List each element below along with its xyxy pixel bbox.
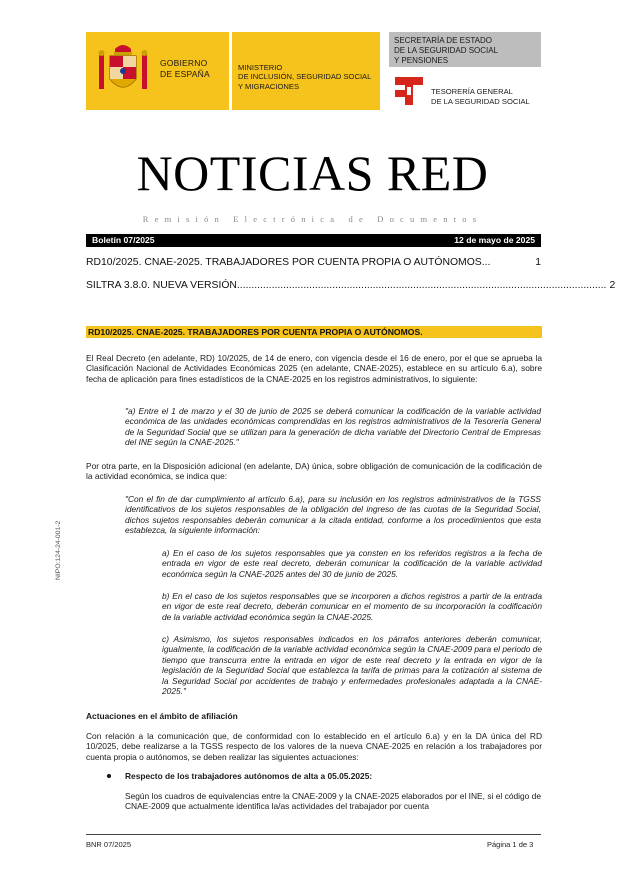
secretary-line-3: Y PENSIONES xyxy=(394,56,449,65)
bulletin-bar xyxy=(86,234,541,247)
tgss-line-1: TESORERÍA GENERAL xyxy=(431,87,513,96)
gobierno-line-1: GOBIERNO xyxy=(160,58,208,68)
paragraph-equivalencias: Según los cuadros de equivalencias entre la CNAE-2009 y la CNAE-2025 elaborados por el INE, si el código de CNAE-2009 que actualmente identifica la/as actividades del trabajador por cuenta xyxy=(125,791,541,812)
toc-entry-page: 2 xyxy=(609,280,616,291)
secretary-line-2: DE LA SEGURIDAD SOCIAL xyxy=(394,46,499,55)
ministry-line-1: MINISTERIO xyxy=(238,63,283,72)
ministry-line-2: DE INCLUSIÓN, SEGURIDAD SOCIAL xyxy=(238,72,372,82)
bulletin-date: 12 de mayo de 2025 xyxy=(454,235,535,245)
quote-item-a: a) En el caso de los sujetos responsables que ya consten en los referidos registros a la fecha de entrada en vigor de este real decreto, deberán comunicar la codificación de la variable actividad económica según la CNAE-2025 antes del 30 de junio de 2025. xyxy=(162,548,542,579)
toc-entry-title: RD10/2025. CNAE-2025. TRABAJADORES POR CUENTA PROPIA O AUTÓNOMOS. xyxy=(86,257,485,268)
coat-of-arms-icon xyxy=(96,41,150,99)
quote-item-c: c) Asimismo, los sujetos responsables indicados en los párrafos anteriores deberán comunicar, igualmente, la codificación de la variable actividad económica según la CNAE-2009 para el periodo de tiempo que transcurra entre la entrada en vigor de este real decreto y la entrada en vigor de la legislación de la Seguridad Social que establezca la tarifa de primas para la cotización al sistema de la Seguridad Social por accidentes de trabajo y enfermedades profesionales adaptada a la CNAE-2025." xyxy=(162,634,542,697)
secretary-text xyxy=(394,36,498,66)
quote-item-b: b) En el caso de los sujetos responsables que se incorporen a dichos registros a partir de la entrada en vigor de este real decreto, deberán comunicar en el momento de su incorporación la codificación de la variable actividad económica según la CNAE-2025. xyxy=(162,591,542,622)
section-heading-bar xyxy=(86,326,542,338)
section-heading: RD10/2025. CNAE-2025. TRABAJADORES POR CUENTA PROPIA O AUTÓNOMOS. xyxy=(88,327,423,337)
toc-entry-dots: ................................................................................................................................ xyxy=(236,280,607,291)
masthead-subtitle: Remisión Electrónica de Documentos xyxy=(142,214,483,224)
quote-article-6a: "a) Entre el 1 de marzo y el 30 de junio de 2025 se deberá comunicar la codificación de la variable actividad económica de las unidades económicas comprendidas en los registros administrativos de la Tesorería General de la Seguridad Social que se utilizan para la generación de dicha variable del Directorio Central de Empresas del INE según la CNAE-2025." xyxy=(125,406,541,448)
gobierno-line-2: DE ESPAÑA xyxy=(160,69,210,79)
secretary-line-1: SECRETARÍA DE ESTADO xyxy=(394,36,492,45)
footer-reference: BNR 07/2025 xyxy=(86,840,132,849)
toc-entry-page: 1 xyxy=(535,257,541,268)
page-title: NOTICIAS RED xyxy=(136,145,489,201)
ministry-line-3: Y MIGRACIONES xyxy=(238,81,300,91)
quote-da-unica: "Con el fin de dar cumplimiento al artículo 6.a), para su inclusión en los registros administrativos de la TGSS identificativos de los sujetos responsables de la obligación del ingreso de las cuotas de la Seguridad Social, dichos sujetos responsables deberán comunicar a la citada entidad, conforme a los procedimientos que esta establezca, la siguiente información: xyxy=(125,494,541,536)
paragraph-da: Por otra parte, en la Disposición adicional (en adelante, DA) única, sobre obligación de comunicación de la codificación de la actividad económica, se indica que: xyxy=(86,461,542,482)
paragraph-intro: El Real Decreto (en adelante, RD) 10/2025, de 14 de enero, con vigencia desde el 16 de enero, por el que se aprueba la Clasificación Nacional de Actividades Económicas 2025 (en adelante, CNAE-2025), establece en su artículo 6.a), sobre fecha de aplicación para fines estadísticos de la CNAE-2025 en los registros administrativos, lo siguiente: xyxy=(86,353,542,384)
toc-entry-title: SILTRA 3.8.0. NUEVA VERSIÓN xyxy=(86,280,237,291)
ministry-text xyxy=(238,63,371,91)
bullet-dot-icon xyxy=(107,774,111,778)
gobierno-text xyxy=(160,58,210,80)
tgss-text xyxy=(431,87,530,106)
toc-entry-2[interactable] xyxy=(86,279,616,293)
bullet-autonomos: Respecto de los trabajadores autónomos de alta a 05.05.2025: xyxy=(125,771,373,781)
footer-divider xyxy=(86,834,541,835)
nipo-code: NIPO:124-24-001-2 xyxy=(55,520,62,580)
toc-entry-dots: .. xyxy=(484,257,491,268)
paragraph-actuaciones: Con relación a la comunicación que, de conformidad con lo establecido en el artículo 6.a) y en la DA única del RD 10/2025, debe realizarse a la TGSS respecto de los valores de la nueva CNAE-2025 en relación a los trabajadores por cuenta propia o autónomos, se deben realizar las siguientes actuaciones: xyxy=(86,731,542,762)
tgss-line-2: DE LA SEGURIDAD SOCIAL xyxy=(431,96,530,106)
footer-page-number: Página 1 de 3 xyxy=(487,840,534,849)
tgss-logo-icon xyxy=(393,75,425,107)
bulletin-number: Boletín 07/2025 xyxy=(92,235,155,245)
subheading-afiliacion: Actuaciones en el ámbito de afiliación xyxy=(86,711,238,721)
toc-entry-1[interactable] xyxy=(86,256,541,270)
